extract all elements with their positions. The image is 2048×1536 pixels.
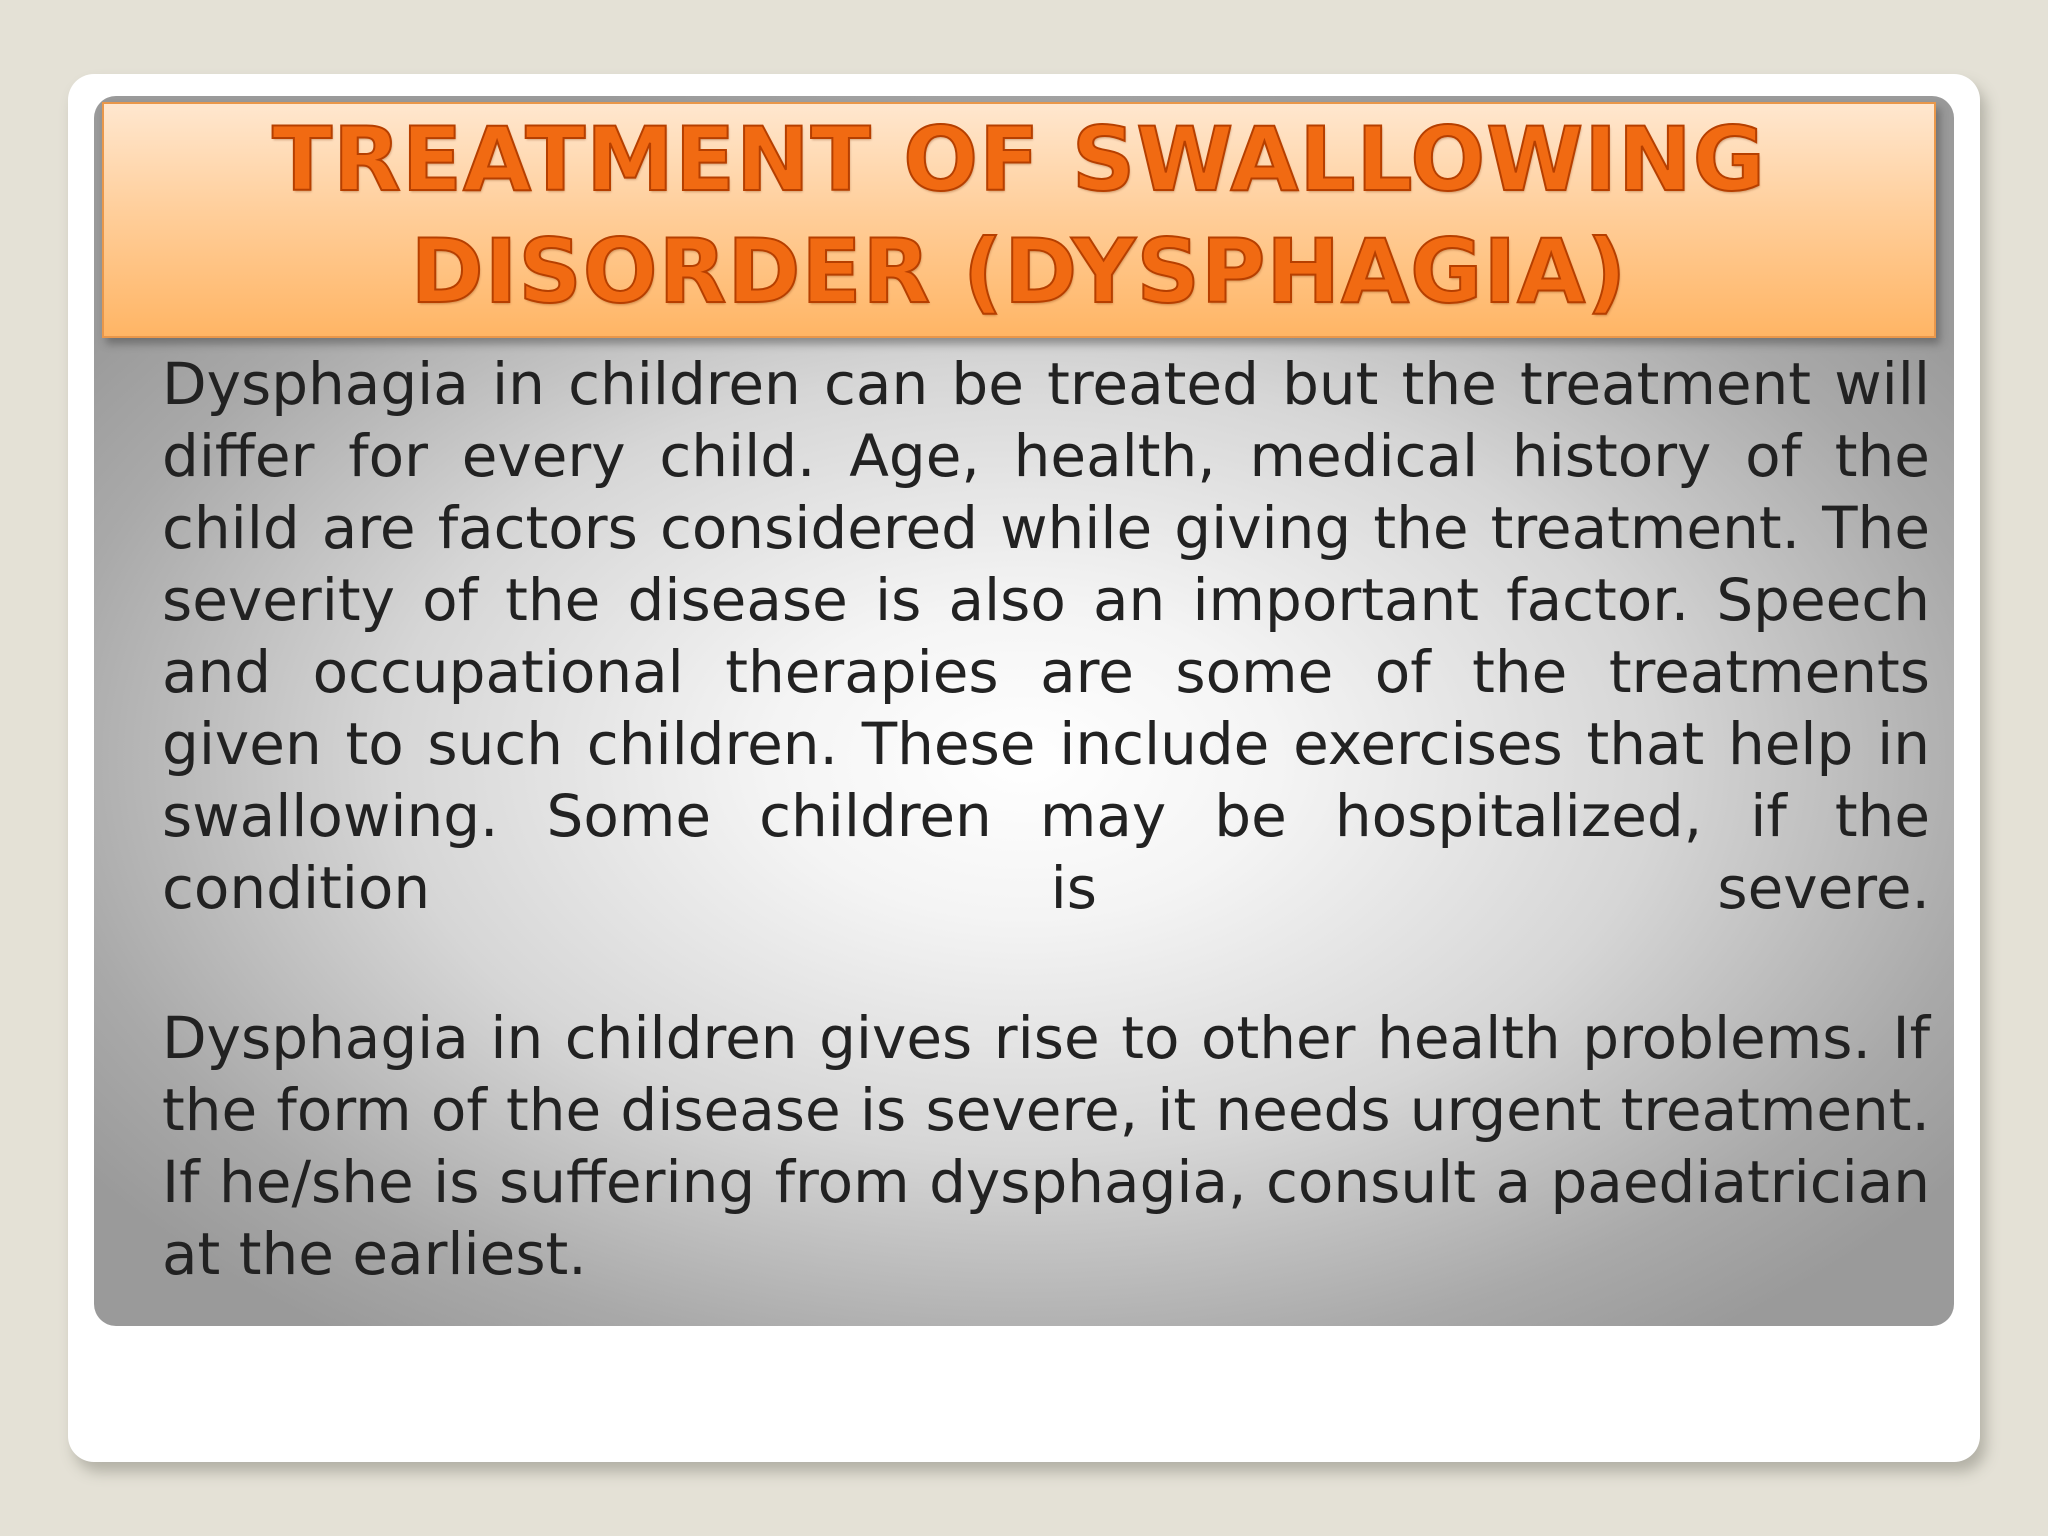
body-paragraph-2: Dysphagia in children gives rise to other health problems. If the form of the disease is severe, it needs urgent treatment. If he/she is suffering from dysphagia, consult a paediatrician at the earliest. <box>162 1004 1930 1288</box>
title-banner <box>102 102 1936 338</box>
body-paragraph-1: Dysphagia in children can be treated but the treatment will differ for every child. Age, health, medical history of the child are factors considered while giving the treatment. The severity of the disease is also an important factor. Speech and occupational therapies are some of the treatments given to such children. These include exercises that help in swallowing. Some children may be hospitalized, if the condition is severe. <box>162 350 1930 922</box>
slide-title: TREATMENT OF SWALLOWING DISORDER (DYSPHAGIA) <box>272 108 1766 323</box>
